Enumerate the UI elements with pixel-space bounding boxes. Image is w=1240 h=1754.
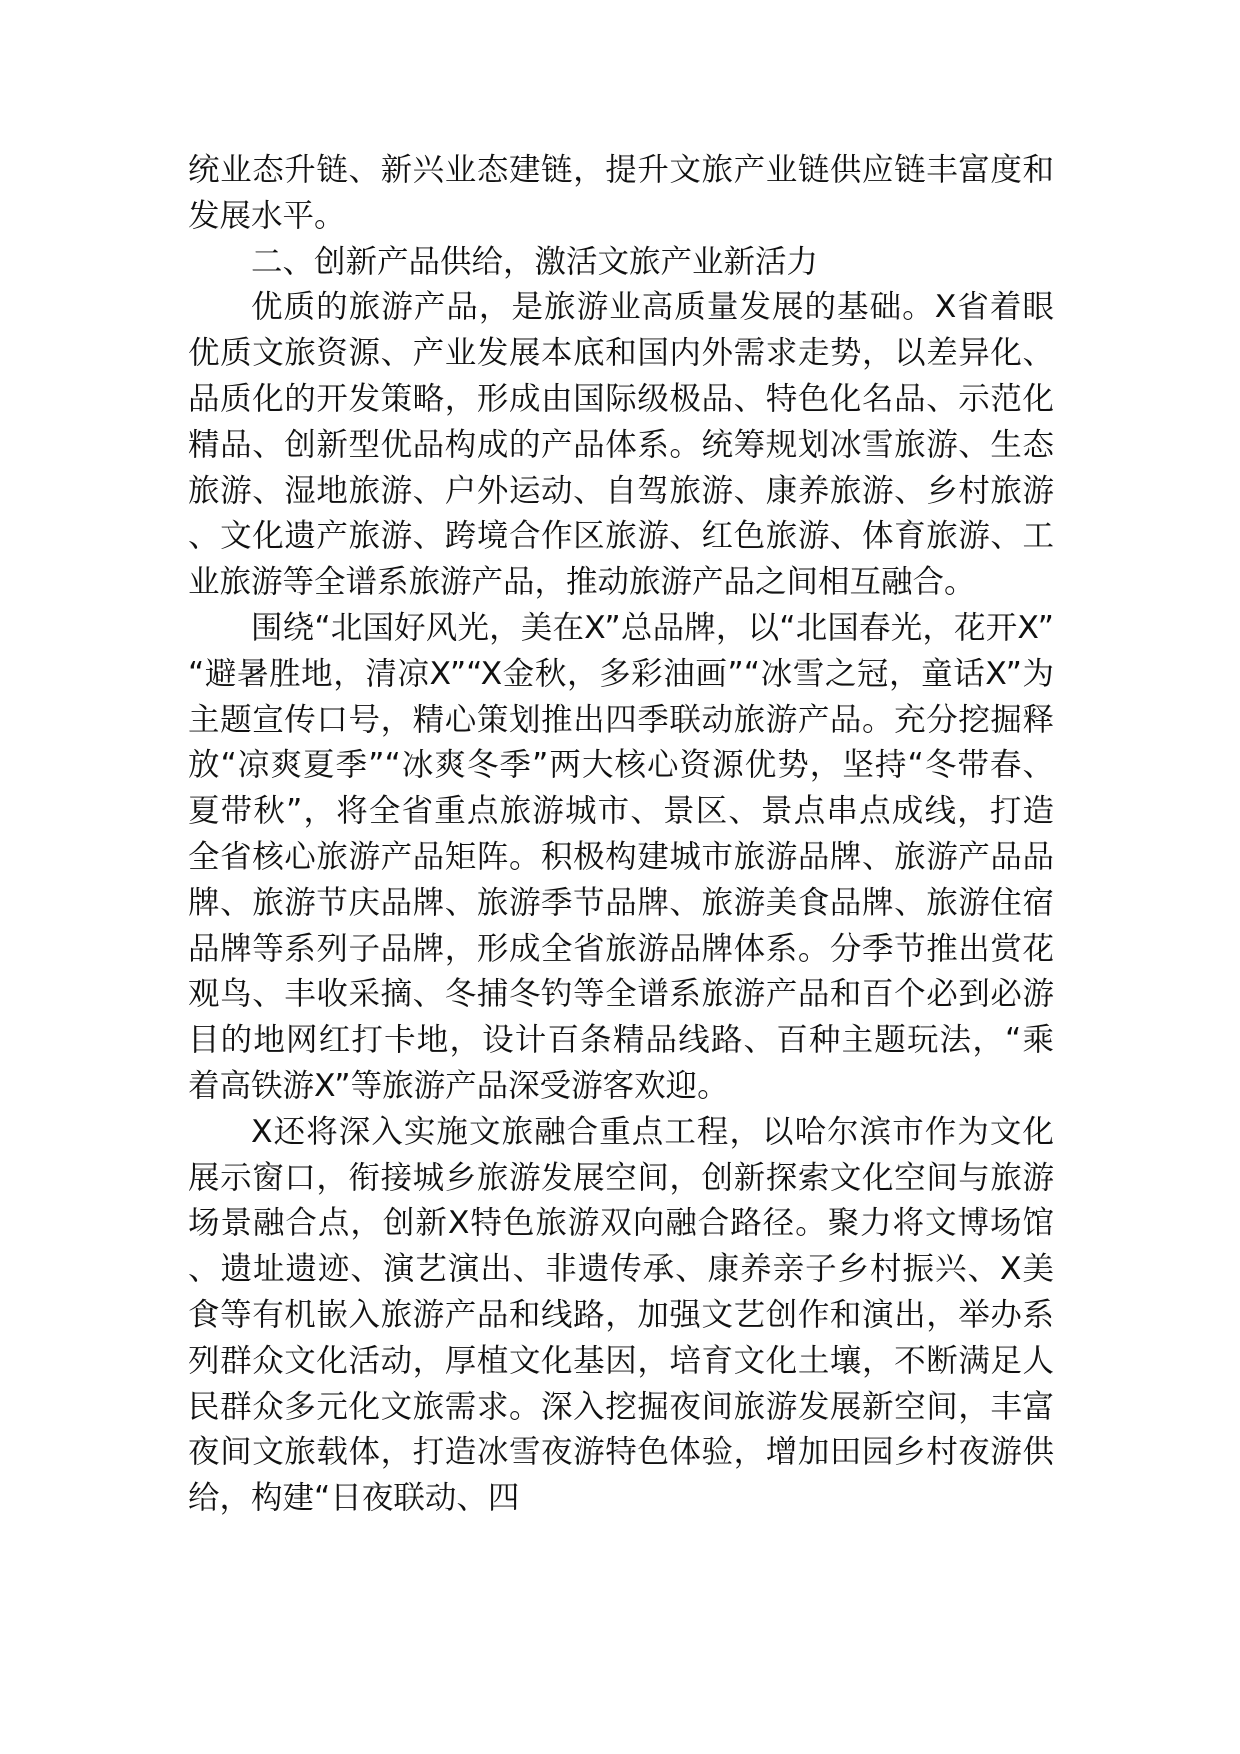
- section-heading: 二、创新产品供给，激活文旅产业新活力: [251, 243, 819, 280]
- paragraph-culture-tourism-integration: X还将深入实施文旅融合重点工程，以哈尔滨市作为文化展示窗口，衔接城乡旅游发展空间，创新探索文化空间与旅游场景融合点，创新X特色旅游双向融合路径。聚力将文博场馆、遗址遗迹、演艺演出、非遗传承、康养亲子乡村振兴、X美食等有机嵌入旅游产品和线路，加强文艺创作和演出，举办系列群众文化活动，厚植文化基因，培育文化土壤，不断满足人民群众多元化文旅需求。深入挖掘夜间旅游发展新空间，丰富夜间文旅载体，打造冰雪夜游特色体验，增加田园乡村夜游供给，构建“日夜联动、四: [188, 1113, 1054, 1517]
- body-text: [188, 148, 1054, 1522]
- paragraph-continued: 统业态升链、新兴业态建链，提升文旅产业链供应链丰富度和发展水平。: [188, 152, 1054, 234]
- paragraph-product-system: 优质的旅游产品，是旅游业高质量发展的基础。X省着眼优质文旅资源、产业发展本底和国内外需求走势，以差异化、品质化的开发策略，形成由国际级极品、特色化名品、示范化精品、创新型优品构成的产品体系。统筹规划冰雪旅游、生态旅游、湿地旅游、户外运动、自驾旅游、康养旅游、乡村旅游、文化遗产旅游、跨境合作区旅游、红色旅游、体育旅游、工业旅游等全谱系旅游产品，推动旅游产品之间相互融合。: [188, 289, 1054, 601]
- paragraph-brand-campaign: 围绕“北国好风光，美在X”总品牌，以“北国春光，花开X”“避暑胜地，清凉X”“X金秋，多彩油画”“冰雪之冠，童话X”为主题宣传口号，精心策划推出四季联动旅游产品。充分挖掘释放“凉爽夏季”“冰爽冬季”两大核心资源优势，坚持“冬带春、夏带秋”，将全省重点旅游城市、景区、景点串点成线，打造全省核心旅游产品矩阵。积极构建城市旅游品牌、旅游产品品牌、旅游节庆品牌、旅游季节品牌、旅游美食品牌、旅游住宿品牌等系列子品牌，形成全省旅游品牌体系。分季节推出赏花观鸟、丰收采摘、冬捕冬钓等全谱系旅游产品和百个必到必游目的地网红打卡地，设计百条精品线路、百种主题玩法，“乘着高铁游X”等旅游产品深受游客欢迎。: [188, 609, 1054, 1104]
